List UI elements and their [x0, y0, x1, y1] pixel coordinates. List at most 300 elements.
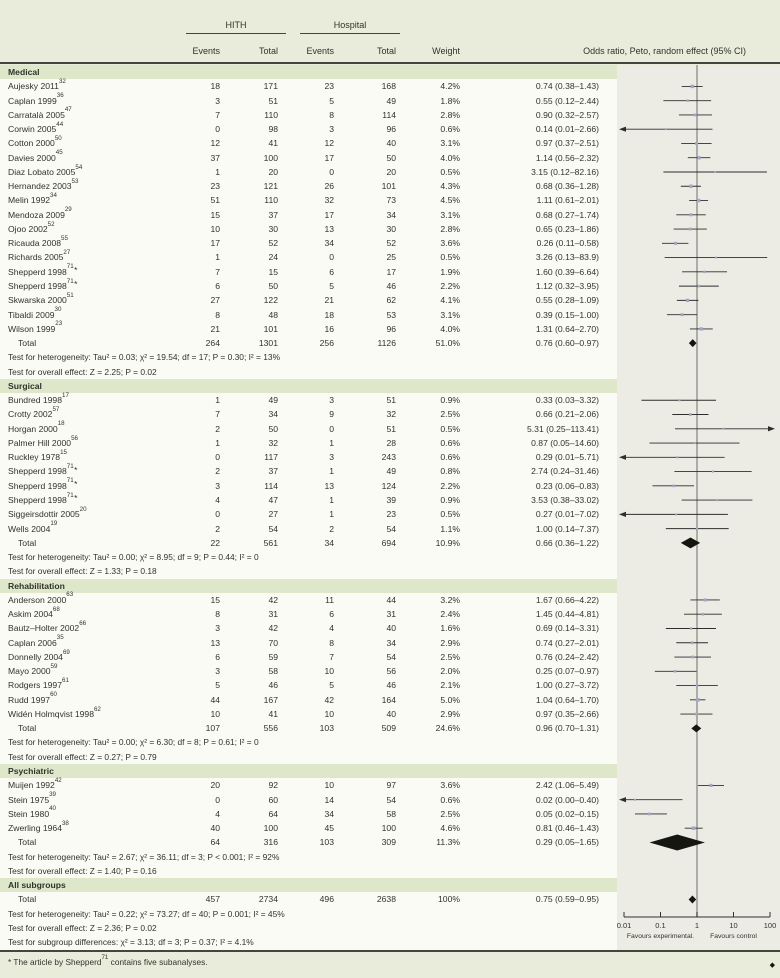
study-row: [0, 293, 617, 307]
hith-total: 2734: [258, 894, 278, 905]
hospital-events: 13: [324, 223, 334, 234]
study-name: Anderson 2000: [8, 594, 67, 605]
hospital-events: 17: [324, 209, 334, 220]
or-marker: [691, 656, 694, 659]
weight: 0.9%: [440, 395, 460, 406]
study-label: [0, 108, 182, 122]
study-label: [0, 607, 182, 621]
hith-total: 110: [264, 195, 278, 206]
hith-total: 51: [268, 95, 278, 106]
hospital-events: 18: [324, 309, 334, 320]
hith-total: 15: [268, 266, 278, 277]
hith-total: 30: [268, 223, 278, 234]
hith-events: 10: [210, 223, 220, 234]
study-name: Aujesky 2011: [8, 81, 59, 92]
or-ci-text: 0.68 (0.27–1.74): [535, 209, 599, 220]
study-name: Davies 2000: [8, 152, 56, 163]
hospital-events: 1: [329, 509, 334, 520]
study-name: Stein 1975: [8, 794, 50, 805]
or-marker: [694, 442, 696, 444]
study-name: Ricauda 2008: [8, 238, 62, 249]
weight: 2.2%: [440, 480, 460, 491]
study-name: Caplan 1999: [8, 95, 57, 106]
or-ci-text: 0.29 (0.01–5.71): [535, 452, 599, 463]
study-name: Total: [18, 723, 37, 734]
or-ci-text: 5.31 (0.25–113.41): [527, 423, 599, 434]
study-ref: 15: [60, 448, 67, 456]
axis-tick-label: 10: [729, 921, 738, 930]
study-ref: 51: [66, 291, 74, 299]
or-ci-text: 0.25 (0.07–0.97): [535, 666, 599, 677]
study-label: [0, 636, 182, 650]
study-row: [0, 693, 617, 707]
study-row: [0, 265, 617, 279]
weight: 0.6%: [440, 437, 460, 448]
figure-end-diamond-icon: ◆: [769, 962, 775, 969]
test-row: [0, 935, 617, 949]
or-marker: [681, 313, 684, 316]
study-ref: 53: [71, 177, 79, 185]
hospital-total: 49: [386, 466, 396, 477]
hith-events: 264: [205, 338, 220, 349]
or-marker: [697, 285, 700, 288]
section-header: [0, 65, 617, 79]
hith-events: 1: [215, 252, 220, 263]
hospital-events: 8: [329, 637, 334, 648]
test-row: [0, 350, 617, 364]
hith-events: 2: [215, 466, 220, 477]
study-row: [0, 821, 617, 835]
test-row: [0, 921, 617, 935]
hith-events: 51: [210, 195, 220, 206]
axis-tick-label: 100: [763, 921, 777, 930]
or-ci-text: 0.27 (0.01–7.02): [535, 509, 599, 520]
hith-events: 3: [215, 623, 220, 634]
section-title: Rehabilitation: [8, 580, 65, 591]
study-row: [0, 165, 617, 179]
study-label: [0, 892, 182, 906]
weight: 2.5%: [440, 808, 460, 819]
weight: 2.8%: [440, 109, 460, 120]
or-marker: [702, 613, 705, 616]
or-ci-text: 3.26 (0.13–83.9): [535, 252, 599, 263]
or-ci-text: 0.76 (0.24–2.42): [535, 651, 599, 662]
hith-total: 41: [268, 708, 278, 719]
hith-total: 31: [268, 609, 278, 620]
hospital-events: 12: [324, 138, 334, 149]
hith-total: 37: [268, 466, 278, 477]
or-ci-text: 3.15 (0.12–82.16): [531, 166, 599, 177]
hospital-total: 243: [381, 452, 396, 463]
study-name: Askim 2004: [8, 609, 53, 620]
hith-total: 54: [268, 523, 278, 534]
study-label: [0, 322, 182, 336]
study-ref: 59: [50, 662, 58, 670]
study-name: Total: [18, 894, 37, 905]
study-label: [0, 479, 182, 493]
weight: 2.9%: [440, 637, 460, 648]
study-ref: 71: [66, 463, 74, 471]
study-name: Total: [18, 837, 37, 848]
hith-total-header: Total: [258, 45, 278, 56]
study-row: [0, 664, 617, 678]
or-ci-text: 0.29 (0.05–1.65): [535, 837, 599, 848]
weight: 3.1%: [440, 309, 460, 320]
footnote-text: * The article by Shepperd: [8, 957, 102, 967]
hith-events: 20: [210, 780, 220, 791]
study-ref: 54: [75, 163, 83, 171]
hospital-events: 7: [329, 651, 334, 662]
hospital-total: 97: [386, 780, 396, 791]
hospital-total: 30: [386, 223, 396, 234]
study-ref: 52: [47, 220, 55, 228]
hospital-total: 32: [386, 409, 396, 420]
total-row: [0, 835, 617, 849]
hith-events: 37: [210, 152, 220, 163]
weight: 3.2%: [440, 594, 460, 605]
study-label: [0, 393, 182, 407]
hospital-events: 5: [329, 95, 334, 106]
study-row: [0, 607, 617, 621]
hith-events: 3: [215, 95, 220, 106]
hith-total: 60: [268, 794, 278, 805]
study-row: [0, 422, 617, 436]
hith-events: 64: [210, 837, 220, 848]
weight: 2.4%: [440, 609, 460, 620]
hospital-total: 46: [386, 280, 396, 291]
study-label: [0, 436, 182, 450]
study-label: [0, 179, 182, 193]
or-ci-text: 0.97 (0.37–2.51): [535, 138, 599, 149]
or-marker: [694, 113, 697, 116]
axis-tick-label: 0.1: [655, 921, 666, 930]
hospital-events: 23: [324, 81, 334, 92]
test-text: Test for overall effect: Z = 0.27; P = 0.79: [8, 751, 157, 762]
weight: 3.6%: [440, 780, 460, 791]
study-row: [0, 279, 617, 293]
or-ci-text: 0.65 (0.23–1.86): [535, 223, 599, 234]
study-label: [0, 250, 182, 264]
study-ref: 62: [93, 705, 101, 713]
study-name: Wells 2004: [8, 523, 51, 534]
study-label: [0, 778, 182, 792]
weight: 0.5%: [440, 166, 460, 177]
study-row: [0, 807, 617, 821]
or-marker: [675, 513, 677, 515]
axis-tick-label: 0.01: [617, 921, 632, 930]
study-ref: 27: [63, 249, 71, 257]
axis-tick-label: 1: [694, 921, 700, 930]
study-row: [0, 407, 617, 421]
section-header: [0, 579, 617, 593]
test-row: [0, 564, 617, 578]
hith-events: 27: [210, 295, 220, 306]
or-marker: [634, 799, 636, 801]
study-ref: 50: [54, 134, 62, 142]
study-name: Shepperd 1998: [8, 494, 67, 505]
study-ref: 23: [55, 320, 63, 328]
study-name: Mayo 2000: [8, 666, 51, 677]
or-ci-text: 2.42 (1.06–5.49): [535, 780, 599, 791]
study-name: Horgan 2000: [8, 423, 58, 434]
footnote-suffix: contains five subanalyses.: [108, 957, 208, 967]
or-ci-text: 0.74 (0.38–1.43): [535, 81, 599, 92]
study-ref: 18: [57, 420, 65, 428]
hith-events: 107: [205, 723, 220, 734]
weight: 4.6%: [440, 823, 460, 834]
or-marker: [697, 199, 701, 203]
or-ci-text: 1.31 (0.64–2.70): [535, 323, 599, 334]
or-ci-text: 1.00 (0.27–3.72): [535, 680, 599, 691]
hith-events: 17: [210, 238, 220, 249]
study-label: [0, 807, 182, 821]
or-ci-text: 1.60 (0.39–6.64): [535, 266, 599, 277]
or-ci-text: 0.55 (0.28–1.09): [535, 295, 599, 306]
or-ci-text: 0.75 (0.59–0.95): [535, 894, 599, 905]
study-label: [0, 136, 182, 150]
hith-total: 121: [263, 181, 278, 192]
study-row: [0, 678, 617, 692]
or-ci-text: 0.39 (0.15–1.00): [535, 309, 599, 320]
weight: 2.0%: [440, 666, 460, 677]
or-ci-text: 0.26 (0.11–0.58): [536, 238, 599, 249]
hospital-events: 11: [325, 594, 334, 605]
or-marker: [722, 428, 724, 430]
hith-events: 12: [210, 138, 220, 149]
test-row: [0, 850, 617, 864]
study-name: Bundred 1998: [8, 395, 62, 406]
footer-rule: [0, 950, 780, 952]
study-label: [0, 721, 182, 735]
hith-total: 70: [268, 637, 278, 648]
study-name: Shepperd 1998: [8, 480, 67, 491]
hospital-events: 26: [324, 181, 334, 192]
study-row: [0, 108, 617, 122]
or-marker: [686, 99, 688, 101]
study-label: [0, 279, 182, 293]
hospital-events: 5: [329, 280, 334, 291]
hospital-total: 51: [386, 423, 396, 434]
study-label: [0, 265, 182, 279]
hith-total: 48: [268, 309, 278, 320]
hospital-events: 5: [329, 680, 334, 691]
study-ref: 66: [79, 620, 87, 627]
hith-total: 50: [268, 280, 278, 291]
study-label: [0, 122, 182, 136]
hospital-total: 50: [386, 152, 396, 163]
or-marker: [714, 171, 716, 173]
hith-events: 10: [210, 708, 220, 719]
hospital-total: 25: [386, 252, 396, 263]
study-star: *: [74, 265, 78, 276]
or-ci-text: 1.45 (0.44–4.81): [535, 609, 599, 620]
weight: 4.3%: [440, 181, 460, 192]
total-row: [0, 892, 617, 906]
hith-events: 0: [215, 124, 220, 135]
hospital-events: 13: [324, 480, 334, 491]
weight: 2.2%: [440, 280, 460, 291]
study-ref: 39: [49, 791, 56, 799]
hith-events: 18: [210, 81, 220, 92]
study-name: Richards 2005: [8, 252, 64, 263]
label-column-header: [0, 44, 182, 58]
study-ref: 71: [66, 277, 74, 285]
study-name: Tibaldi 2009: [8, 309, 55, 320]
study-row: [0, 650, 617, 664]
hith-total: 50: [268, 423, 278, 434]
weight: 2.9%: [440, 708, 460, 719]
hith-events: 1: [215, 395, 220, 406]
study-label: [0, 793, 182, 807]
weight: 10.9%: [435, 537, 460, 548]
study-label: [0, 193, 182, 207]
study-label: [0, 151, 182, 165]
study-star: *: [74, 479, 78, 490]
or-ci-text: 0.14 (0.01–2.66): [535, 124, 599, 135]
favours-experimental-label: Favours experimental.: [626, 933, 695, 940]
total-diamond: [691, 724, 701, 732]
test-text: Test for overall effect: Z = 2.25; P = 0.02: [8, 366, 157, 377]
study-label: [0, 236, 182, 250]
or-ci-text: 1.67 (0.66–4.22): [535, 594, 599, 605]
study-name: Muijen 1992: [8, 780, 55, 791]
section-header: [0, 764, 617, 778]
hospital-events: 16: [324, 323, 334, 334]
hospital-total-header: Total: [376, 45, 396, 56]
study-label: [0, 707, 182, 721]
study-ref: 71: [66, 477, 74, 485]
or-ci-text: 0.68 (0.36–1.28): [535, 181, 599, 192]
study-row: [0, 464, 617, 478]
hospital-total: 96: [386, 323, 396, 334]
group-spacer: [286, 20, 300, 34]
or-ci-text: 0.74 (0.27–2.01): [535, 637, 599, 648]
hith-events: 7: [215, 409, 220, 420]
hith-total: 100: [263, 823, 278, 834]
hospital-total: 56: [386, 666, 396, 677]
study-ref: 45: [55, 149, 63, 157]
or-marker: [695, 142, 698, 145]
or-ci-text: 1.14 (0.56–2.32): [535, 152, 599, 163]
weight: 3.1%: [440, 209, 460, 220]
study-row: [0, 94, 617, 108]
study-name: Stein 1980: [8, 808, 50, 819]
study-ref: 71: [66, 491, 74, 499]
study-label: [0, 621, 182, 635]
hith-events: 7: [215, 266, 220, 277]
study-row: [0, 593, 617, 607]
hospital-total: 34: [386, 637, 396, 648]
hith-total: 59: [268, 651, 278, 662]
hith-total: 1301: [258, 338, 278, 349]
hith-total: 167: [263, 694, 278, 705]
study-name: Hernandez 2003: [8, 181, 72, 192]
hith-events: 23: [210, 181, 220, 192]
hospital-total: 58: [386, 808, 396, 819]
hospital-total: 309: [381, 837, 396, 848]
hith-total: 561: [263, 537, 278, 548]
study-ref: 56: [71, 434, 78, 442]
hith-events: 15: [210, 594, 220, 605]
study-row: [0, 250, 617, 264]
study-ref: 35: [56, 634, 64, 642]
study-label: [0, 407, 182, 421]
study-ref: 38: [61, 819, 69, 827]
study-ref: 36: [56, 92, 64, 100]
hith-total: 20: [268, 166, 278, 177]
section-header: [0, 878, 617, 892]
study-row: [0, 179, 617, 193]
weight: 5.0%: [440, 694, 460, 705]
test-text: Test for heterogeneity: Tau² = 2.67; χ² = 36.11; df = 3; P < 0.001; I² = 92%: [8, 851, 280, 862]
study-name: Total: [18, 537, 37, 548]
study-name: Bautz–Holter 2002: [8, 623, 80, 634]
hospital-events: 21: [324, 295, 334, 306]
or-marker: [703, 271, 706, 274]
weight: 4.2%: [440, 81, 460, 92]
weight: 1.9%: [440, 266, 460, 277]
study-label: [0, 464, 182, 478]
hospital-events: 0: [329, 252, 334, 263]
or-ci-text: 0.23 (0.06–0.83): [535, 480, 599, 491]
hith-total: 92: [268, 780, 278, 791]
hith-total: 32: [268, 437, 278, 448]
test-row: [0, 735, 617, 749]
study-ref: 17: [62, 391, 69, 399]
hospital-total: 54: [386, 794, 396, 805]
hospital-events: 17: [324, 152, 334, 163]
hith-events: 44: [210, 694, 220, 705]
hospital-events: 8: [329, 109, 334, 120]
hospital-events: 10: [324, 780, 334, 791]
study-label: [0, 664, 182, 678]
hith-events: 2: [215, 423, 220, 434]
hospital-events: 14: [324, 794, 334, 805]
hith-total: 49: [268, 395, 278, 406]
study-row: [0, 636, 617, 650]
study-ref: 68: [52, 605, 60, 613]
study-row: [0, 479, 617, 493]
weight: 1.8%: [440, 95, 460, 106]
study-label: [0, 593, 182, 607]
or-marker: [665, 128, 667, 130]
hospital-events: 1: [329, 466, 334, 477]
study-ref: 20: [79, 505, 87, 513]
hospital-events: 3: [329, 124, 334, 135]
study-name: Caplan 2006: [8, 637, 57, 648]
study-label: [0, 450, 182, 464]
hith-total: 41: [268, 138, 278, 149]
study-name: Skwarska 2000: [8, 295, 67, 306]
hith-events: 40: [210, 823, 220, 834]
hith-events: 0: [215, 452, 220, 463]
hospital-group-header: Hospital: [300, 20, 400, 34]
total-row: [0, 721, 617, 735]
hith-total: 52: [268, 238, 278, 249]
study-label: [0, 165, 182, 179]
study-ref: 55: [61, 234, 68, 242]
study-ref: 29: [64, 206, 72, 214]
group-header-row: [0, 20, 400, 34]
weight: 3.1%: [440, 138, 460, 149]
or-marker: [696, 528, 698, 530]
hith-total: 37: [268, 209, 278, 220]
study-label: [0, 522, 182, 536]
hospital-events: 103: [319, 723, 334, 734]
hospital-events: 0: [329, 423, 334, 434]
weight: 0.5%: [440, 423, 460, 434]
or-ci-text: 0.69 (0.14–3.31): [535, 623, 599, 634]
